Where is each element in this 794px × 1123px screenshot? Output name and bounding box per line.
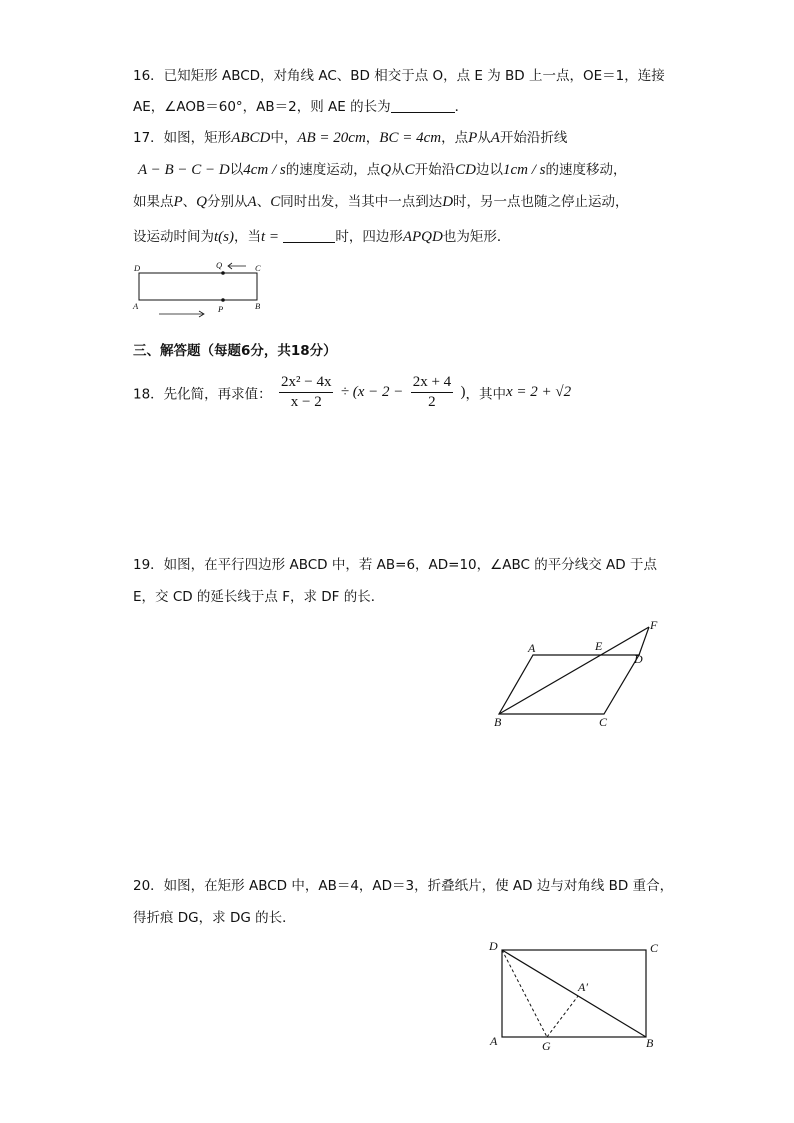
q17-cd: CD xyxy=(455,162,476,178)
q20-label-a: A xyxy=(490,1034,498,1048)
q17-figure xyxy=(128,258,268,320)
q17-ab: AB = 20cm xyxy=(297,130,366,146)
q17-t6: 开始沿折线 xyxy=(499,130,568,146)
q19-label-b: B xyxy=(494,715,502,729)
q17-l4d: 也为矩形． xyxy=(442,229,511,245)
q16-line2-end: ． xyxy=(454,99,469,115)
q17-line1 xyxy=(133,128,567,148)
q19-figure xyxy=(488,612,668,734)
q17-t8: 的速度运动，点 xyxy=(285,162,381,178)
q18-line xyxy=(133,373,571,412)
q20-diagonal-db xyxy=(502,950,646,1037)
q19-label-a: A xyxy=(528,641,536,655)
q19-label-f: F xyxy=(650,618,658,632)
q20-figure xyxy=(486,936,666,1058)
q17-line4 xyxy=(133,227,510,247)
q17-l3c: 分别从 xyxy=(207,194,248,210)
q17-p-arrow xyxy=(159,311,204,317)
q17-label-b: B xyxy=(255,301,261,311)
q20-line1: 20．如图，在矩形 ABCD 中，AB＝4，AD＝3，折叠纸片，使 AD 边与对角线 BD 重合， xyxy=(133,878,674,894)
q17-l3a2: A xyxy=(247,194,257,210)
q20-fold-ga xyxy=(547,996,578,1037)
q17-label-c: C xyxy=(255,263,261,273)
q16-line2-text: AE，∠AOB＝60°，AB＝2，则 AE 的长为 xyxy=(133,99,391,115)
q17-label-d: D xyxy=(134,263,141,273)
q19-bisector-bf xyxy=(499,627,649,714)
q17-l3f: 时，另一点也随之停止运动， xyxy=(453,194,629,210)
q17-l3d: 、 xyxy=(256,194,271,210)
q17-point-q xyxy=(221,271,225,275)
q17-q: Q xyxy=(380,162,392,178)
q17-l4c: 时，四边形 xyxy=(335,229,403,245)
q19-label-d: D xyxy=(634,652,643,666)
q17-abcd: ABCD xyxy=(231,130,271,146)
q17-l3p: P xyxy=(173,194,183,210)
q17-path: A − B − C − D xyxy=(138,162,230,178)
q17-label-p: P xyxy=(218,304,224,314)
q20-label-b: B xyxy=(646,1036,654,1050)
q17-l3b: 、 xyxy=(182,194,197,210)
q19-parallelogram xyxy=(499,655,639,714)
q17-line3 xyxy=(133,192,629,212)
q19-line1: 19．如图，在平行四边形 ABCD 中，若 AB=6，AD=10，∠ABC 的平分线交 AD 于点 xyxy=(133,557,657,573)
q19-line2: E，交 CD 的延长线于点 F，求 DF 的长． xyxy=(133,589,385,605)
q17-l3c2: C xyxy=(270,194,281,210)
q18-close: ) xyxy=(460,384,466,400)
q17-teq: t = xyxy=(261,229,280,245)
q18-fraction-1 xyxy=(279,373,333,412)
q17-t12: 的速度移动， xyxy=(545,162,627,178)
q17-point-p xyxy=(221,298,225,302)
q17-p: P xyxy=(468,130,478,146)
q17-l3e: 同时出发，当其中一点到达 xyxy=(280,194,443,210)
q18-fraction-2 xyxy=(411,373,453,412)
q17-l4b: ，当 xyxy=(234,229,261,245)
q16-answer-blank xyxy=(391,98,455,113)
q17-q-arrow xyxy=(228,263,246,269)
q18-f1-numerator: 2x² − 4x xyxy=(279,373,333,393)
q17-line2 xyxy=(138,160,626,180)
q17-t9: 从 xyxy=(391,162,405,178)
section-heading: 三、解答题（每题6分，共18分） xyxy=(133,343,337,359)
q20-line2: 得折痕 DG，求 DG 的长． xyxy=(133,910,296,926)
q19-extension-df xyxy=(639,627,649,655)
q18-f2-numerator: 2x + 4 xyxy=(411,373,453,393)
q17-speed1: 4cm / s xyxy=(243,162,286,178)
q20-label-c: C xyxy=(650,941,659,955)
q16-line2 xyxy=(133,97,468,117)
q18-f1-denominator: x − 2 xyxy=(290,394,322,410)
q17-t7: 以 xyxy=(229,162,244,178)
q18-f2-denominator: 2 xyxy=(428,394,436,410)
q17-t4: ，点 xyxy=(441,130,469,146)
q17-speed2: 1cm / s xyxy=(502,162,546,178)
q18-x-value: x = 2 + √2 xyxy=(505,384,572,400)
q17-t10: 开始沿 xyxy=(414,162,456,178)
q17-t3: ， xyxy=(365,130,380,146)
q20-label-g: G xyxy=(542,1039,551,1053)
q17-l4a: 设运动时间为 xyxy=(133,229,214,245)
q20-label-a2: A′ xyxy=(578,980,588,994)
q17-t1: 17．如图，矩形 xyxy=(133,130,232,146)
q17-l3d2: D xyxy=(442,194,454,210)
q20-label-d: D xyxy=(489,939,498,953)
q16-line1: 16．已知矩形 ABCD，对角线 AC、BD 相交于点 O，点 E 为 BD 上一点，OE＝1，连接 xyxy=(133,68,665,84)
q17-t11: 边以 xyxy=(475,162,503,178)
q19-label-e: E xyxy=(595,639,603,653)
q17-answer-blank xyxy=(283,228,335,243)
q17-a: A xyxy=(490,130,500,146)
q18-divide: ÷ (x − 2 − xyxy=(340,384,404,400)
q18-where: ，其中 xyxy=(465,386,506,403)
q17-label-q: Q xyxy=(216,260,223,270)
q17-c: C xyxy=(404,162,415,178)
q17-bc: BC = 4cm xyxy=(379,130,442,146)
q18-prefix: 18．先化简，再求值： xyxy=(133,386,272,403)
q17-apqd: APQD xyxy=(402,229,443,245)
q17-rectangle xyxy=(139,273,257,300)
q17-ts: t(s) xyxy=(214,229,234,245)
q19-label-c: C xyxy=(599,715,608,729)
q17-label-a: A xyxy=(133,301,139,311)
q17-l3q: Q xyxy=(196,194,208,210)
q17-t2: 中， xyxy=(270,130,298,146)
q17-l3a: 如果点 xyxy=(133,194,174,210)
q17-t5: 从 xyxy=(477,130,491,146)
